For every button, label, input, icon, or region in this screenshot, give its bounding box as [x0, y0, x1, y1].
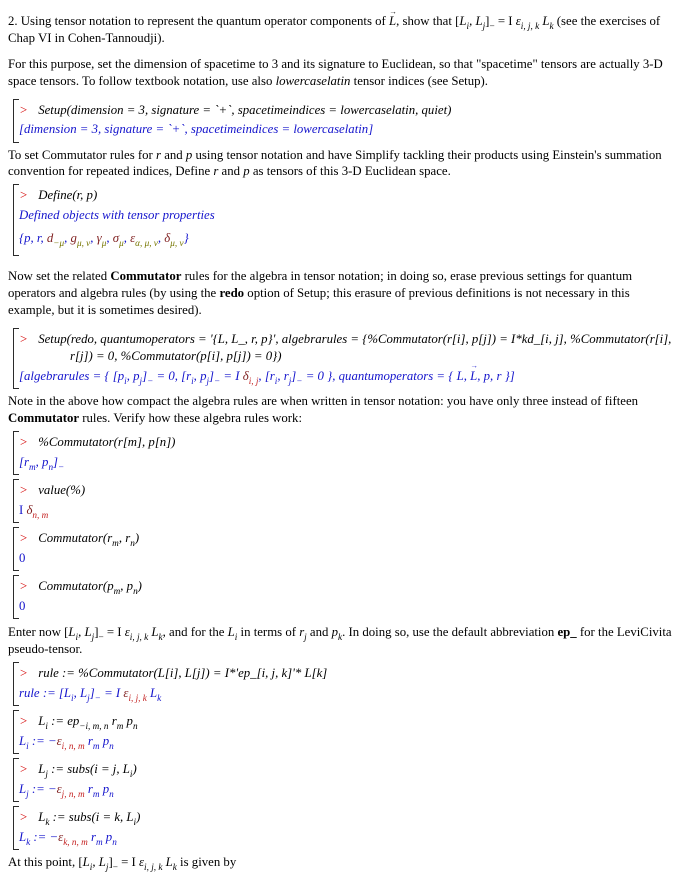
maple-input-setup-dimension[interactable]: Setup(dimension = 3, signature = `+`, spacetimeindices = lowercaselatin, quiet)	[38, 102, 452, 117]
input-line[interactable]	[14, 664, 677, 683]
input-line[interactable]	[14, 808, 677, 827]
maple-output-defined-message: Defined objects with tensor properties	[19, 207, 215, 222]
input-line[interactable]	[14, 529, 677, 548]
exec-group-lk	[13, 806, 677, 850]
exec-group-commutator-rm-pn	[13, 431, 677, 475]
paragraph-setup-purpose: For this purpose, set the dimension of spacetime to 3 and its signature to Euclidean, so that "spacetime" tensors are actually 3-D space tensors. To follow textbook notation, use also lowercaselatin tensor indices (see Setup).	[8, 56, 663, 88]
maple-prompt: >	[20, 188, 28, 203]
input-line[interactable]	[14, 433, 677, 452]
maple-input-define[interactable]: Define(r, p)	[38, 188, 98, 203]
maple-prompt: >	[20, 483, 28, 498]
maple-prompt: >	[20, 666, 28, 681]
exec-group-value	[13, 479, 677, 523]
paragraph-enter-rule-note: Enter now [$L_i$, $L_j]_- = I$ $\varepsilon_{i, j, k}$ $L_k$, and for the $L_i$ in terms of $r_j$ and $p_k$. In doing so, use the default abbreviation ep_ for the LeviCivita pseudo-tensor.	[8, 625, 672, 657]
maple-input-lj[interactable]: $L_j$ := subs(i = j, $L_i$)	[38, 762, 137, 780]
paragraph-problem-statement: 2. Using tensor notation to represent the quantum operator components of L →, show that [$L_i$, $L_j]_- = I$ $\varepsilon_{i, j, k}$ $L_k$ (see the exercises of Chap VI in Cohen-Tannoudji).	[8, 13, 677, 47]
maple-output-rule: rule := [$L_i$, $L_j]_- = I$ $\varepsilon_{i, j, k}$ $L_k$	[19, 685, 162, 703]
maple-prompt: >	[20, 810, 28, 825]
maple-output-algebrarules: [algebrarules = { [$p_i$, $p_j]_- = 0$, [$r_i$, $p_j]_- = I$ $\delta_{i, j}$, [$r_i$, $r_j]_- = 0$ }, quantumoperators = { L, L →, p, r }]	[14, 366, 677, 386]
exec-group-setup-dimension	[13, 99, 677, 143]
maple-prompt: >	[20, 435, 28, 450]
maple-prompt: >	[20, 714, 28, 729]
exec-group-lj	[13, 758, 677, 802]
maple-output-defined-set: {p, r, $d_{-\mu}$, $g_{\mu, \nu}$, $\gamma_\mu$, $\sigma_\mu$, $\varepsilon_{\alpha, \mu, \nu}$, $\delta_{\mu, \nu}$}	[19, 231, 189, 249]
input-line[interactable]	[14, 330, 677, 349]
maple-input-value[interactable]: value(%)	[38, 483, 86, 498]
maple-output-commutator-rr: 0	[19, 550, 26, 565]
paragraph-at-this-point: At this point, [$L_i$, $L_j]_- = I$ $\varepsilon_{i, j, k}$ $L_k$ is given by	[8, 855, 237, 872]
maple-output-commutator-pp: 0	[19, 598, 26, 613]
maple-prompt: >	[20, 762, 28, 777]
maple-output-setup-dimension: [dimension = 3, signature = `+`, spacetimeindices = lowercaselatin]	[19, 122, 374, 137]
maple-prompt: >	[20, 579, 28, 594]
maple-input-rule[interactable]: rule := %Commutator(L[i], L[j]) = I*'ep_[i, j, k]'* L[k]	[38, 666, 328, 681]
input-line[interactable]	[14, 577, 677, 596]
maple-output-lk: $L_k$ := $-\varepsilon_{k, n, m}$ $r_m$ $p_n$	[19, 829, 117, 847]
maple-output-lj: $L_j$ := $-\varepsilon_{j, n, m}$ $r_m$ $p_n$	[19, 781, 114, 799]
maple-input-li[interactable]: $L_i$ := $ep_{-i, m, n}$ $r_m$ $p_n$	[38, 714, 138, 732]
paragraph-algebra-rules-note: Now set the related Commutator rules for the algebra in tensor notation; in doing so, erase previous settings for quantum operators and algebra rules (by using the redo option of Setup; this erasure of previous definitions is not necessary in this example, but it is sometimes desired).	[8, 268, 633, 317]
paragraph-compact-rules-note: Note in the above how compact the algebra rules are when written in tensor notation: you have only three instead of fifteen Commutator rules. Verify how these algebra rules work:	[8, 394, 639, 426]
paragraph-commutator-setup-note: To set Commutator rules for r and p using tensor notation and have Simplify tackling their products using Einstein's summation convention for repeated indices, Define r and p as tensors of this 3-D Euclidean space.	[8, 147, 662, 179]
maple-output-commutator-rm-pn: [$r_m$, $p_n]_-$	[19, 454, 65, 472]
maple-prompt: >	[20, 531, 28, 546]
maple-prompt: >	[20, 102, 28, 117]
maple-output-li: $L_i$ := $-\varepsilon_{i, n, m}$ $r_m$ $p_n$	[19, 733, 114, 751]
maple-input-lk[interactable]: $L_k$ := subs(i = k, $L_i$)	[38, 810, 141, 828]
input-line[interactable]	[14, 481, 677, 500]
exec-group-commutator-rr	[13, 527, 677, 571]
exec-group-li	[13, 710, 677, 754]
maple-input-setup-algebra[interactable]: Setup(redo, quantumoperators = '{L, L_, r, p}', algebrarules = {%Commutator(r[i], p[j]) = I*kd_[i, j], %Commutator(r[i],	[38, 331, 672, 346]
exec-group-setup-algebra	[13, 328, 677, 390]
maple-input-commutator-pp[interactable]: $Commutator(p_m$, $p_n$)	[38, 579, 142, 597]
input-line[interactable]	[14, 712, 677, 731]
maple-prompt: >	[20, 331, 28, 346]
maple-input-commutator-rr[interactable]: $Commutator(r_m$, $r_n$)	[38, 531, 140, 549]
exec-group-rule	[13, 662, 677, 706]
input-line[interactable]	[14, 760, 677, 779]
input-line[interactable]	[14, 186, 677, 205]
maple-input-setup-algebra-cont[interactable]: r[j]) = 0, %Commutator(p[i], p[j]) = 0})	[70, 349, 282, 364]
exec-group-define-rp	[13, 184, 677, 255]
maple-output-value: I $\delta_{n, m}$	[19, 502, 49, 520]
maple-input-commutator-rm-pn[interactable]: %Commutator(r[m], p[n])	[38, 435, 176, 450]
input-line[interactable]	[14, 101, 677, 120]
exec-group-commutator-pp	[13, 575, 677, 619]
